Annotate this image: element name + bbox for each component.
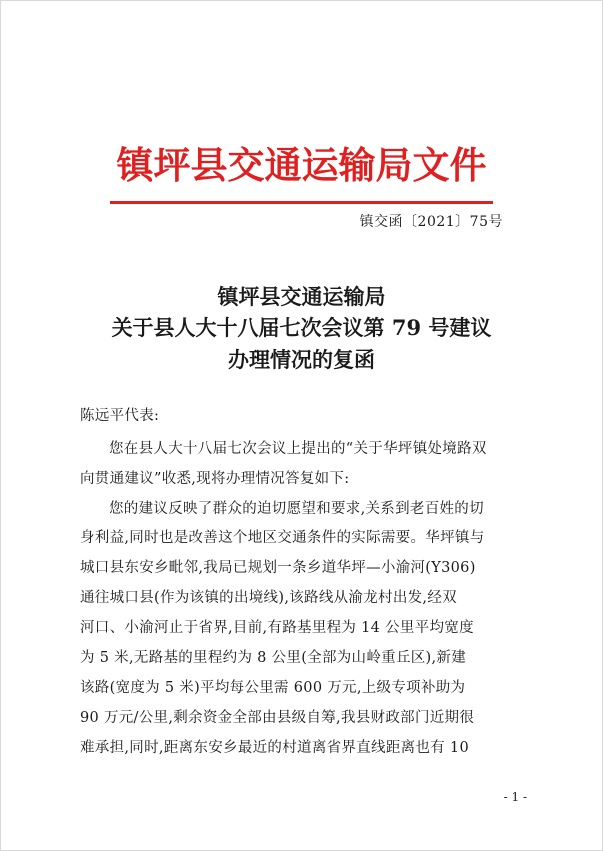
body-line: 难承担,同时,距离东安乡最近的村道离省界直线距离也有 10 [80,740,469,756]
body-line: 身利益,同时也是改善这个地区交通条件的实际需要。华坪镇与 [80,530,485,546]
body-line: 该路(宽度为 5 米)平均每公里需 600 万元,上级专项补助为 [80,680,466,696]
body-line: 河口、小渝河止于省界,目前,有路基里程为 14 公里平均宽度 [80,620,474,636]
body-line: 90 万元/公里,剩余资金全部由县级自筹,我县财政部门近期很 [80,710,475,726]
page-number: - 1 - [503,790,527,804]
document-number: 镇交函〔2021〕75号 [359,214,503,230]
body-line: 城口县东安乡毗邻,我局已规划一条乡道华坪—小渝河(Y306) [80,560,476,576]
masthead-title: 镇坪县交通运输局文件 [116,143,487,187]
title-line-2: 关于县人大十八届七次会议第 79 号建议 [111,315,492,340]
body-line: 您在县人大十八届七次会议上提出的“关于华坪镇处境路双 [109,441,487,457]
body-line: 为 5 米,无路基的里程约为 8 公里(全部为山岭重丘区),新建 [80,650,467,666]
body-line: 通往城口县(作为该镇的出境线),该路线从渝龙村出发,经双 [80,590,457,606]
title-line-1: 镇坪县交通运输局 [217,284,386,309]
title-line-3: 办理情况的复函 [228,347,375,372]
body-line: 向贯通建议”收悉,现将办理情况答复如下: [80,471,350,487]
body-line: 您的建议反映了群众的迫切愿望和要求,关系到老百姓的切 [109,501,484,517]
red-divider-rule [110,201,493,204]
salutation: 陈远平代表: [80,408,160,424]
